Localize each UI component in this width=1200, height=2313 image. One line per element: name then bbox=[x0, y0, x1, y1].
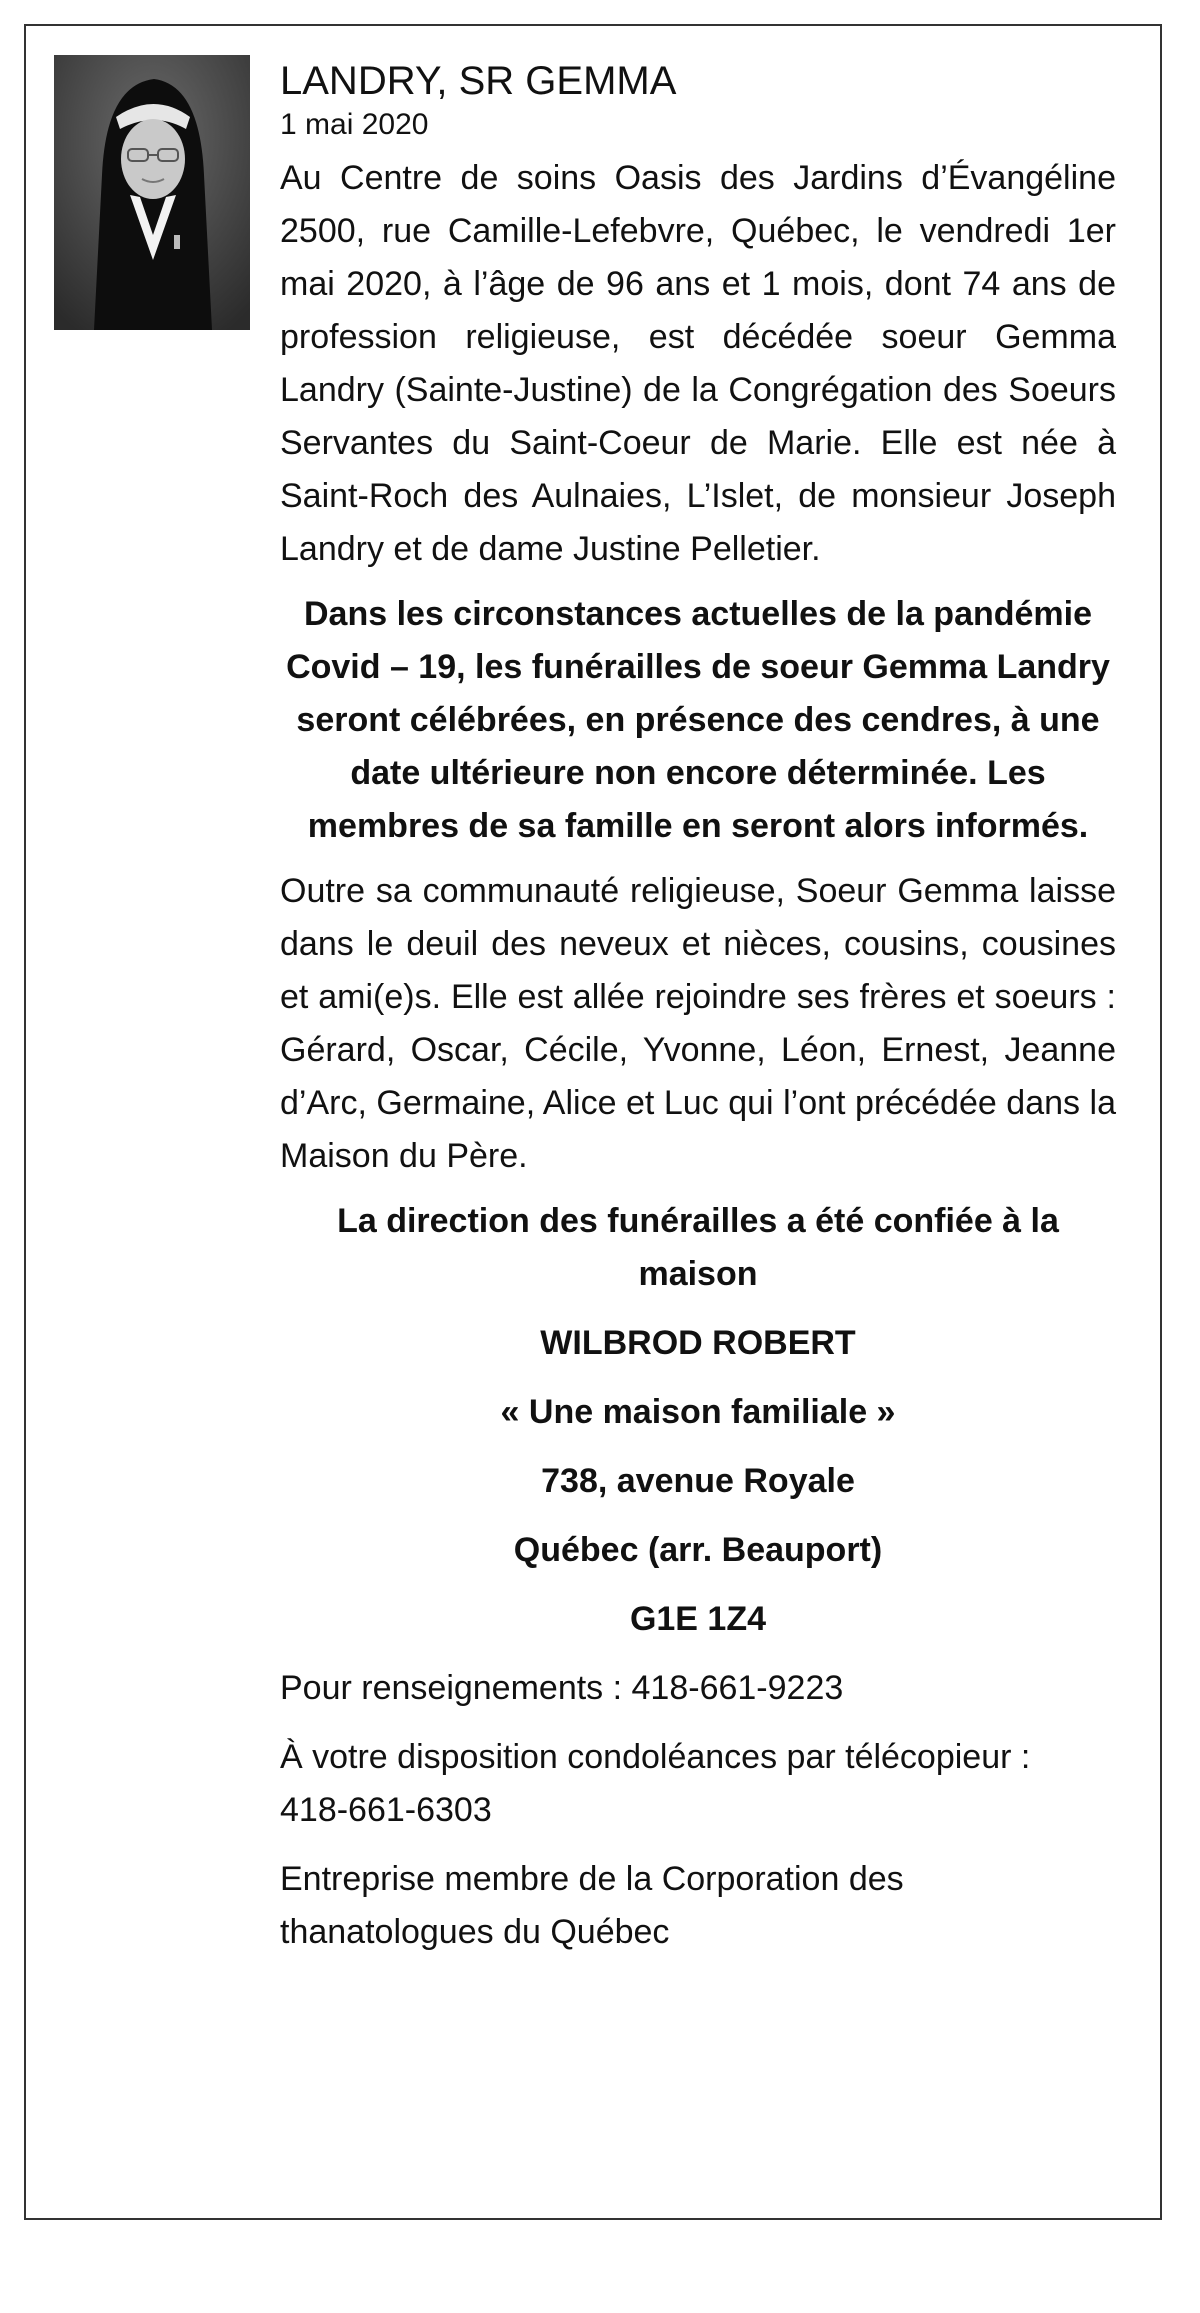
obituary-paragraph-1: Au Centre de soins Oasis des Jardins d’Évangéline 2500, rue Camille-Lefebvre, Québec, le vendredi 1er mai 2020, à l’âge de 96 ans et 1 mois, dont 74 ans de profession religieuse, est décédée soeur Gemma Landry (Sainte-Justine) de la Congrégation des Soeurs Servantes du Saint-Coeur de Marie. Elle est née à Saint-Roch des Aulnaies, L’Islet, de monsieur Joseph Landry et de dame Justine Pelletier. bbox=[280, 159, 1116, 568]
obituary-content bbox=[280, 56, 1116, 1959]
funeral-home-postal-code: G1E 1Z4 bbox=[629, 1600, 767, 1638]
fax-number: 418-661-6303 bbox=[280, 1791, 492, 1829]
funeral-home-address: 738, avenue Royale bbox=[541, 1462, 855, 1500]
info-phone: Pour renseignements : 418-661-9223 bbox=[280, 1669, 844, 1707]
portrait-photo-icon bbox=[54, 55, 250, 330]
portrait-photo bbox=[54, 55, 250, 330]
covid-notice: Dans les circonstances actuelles de la pandémie Covid – 19, les funérailles de soeur Gemma Landry seront célébrées, en présence des cendres, à une date ultérieure non encore déterminée. Les membres de sa famille en seront alors informés. bbox=[286, 595, 1110, 845]
death-date: 1 mai 2020 bbox=[280, 108, 429, 141]
obituary-paragraph-2: Outre sa communauté religieuse, Soeur Gemma laisse dans le deuil des neveux et nièces, cousins, cousines et ami(e)s. Elle est allée rejoindre ses frères et soeurs : Gérard, Oscar, Cécile, Yvonne, Léon, Ernest, Jeanne d’Arc, Germaine, Alice et Luc qui l’ont précédée dans la Maison du Père. bbox=[280, 872, 1116, 1175]
funeral-home-slogan: « Une maison familiale » bbox=[500, 1393, 896, 1431]
fax-label: À votre disposition condoléances par télécopieur : bbox=[280, 1738, 1031, 1776]
deceased-name: LANDRY, SR GEMMA bbox=[280, 59, 677, 103]
funeral-home-name: WILBROD ROBERT bbox=[540, 1324, 856, 1362]
membership-note: Entreprise membre de la Corporation des thanatologues du Québec bbox=[280, 1860, 904, 1951]
funeral-home-city: Québec (arr. Beauport) bbox=[513, 1531, 883, 1569]
funeral-home-intro: La direction des funérailles a été confiée à la maison bbox=[337, 1202, 1059, 1293]
